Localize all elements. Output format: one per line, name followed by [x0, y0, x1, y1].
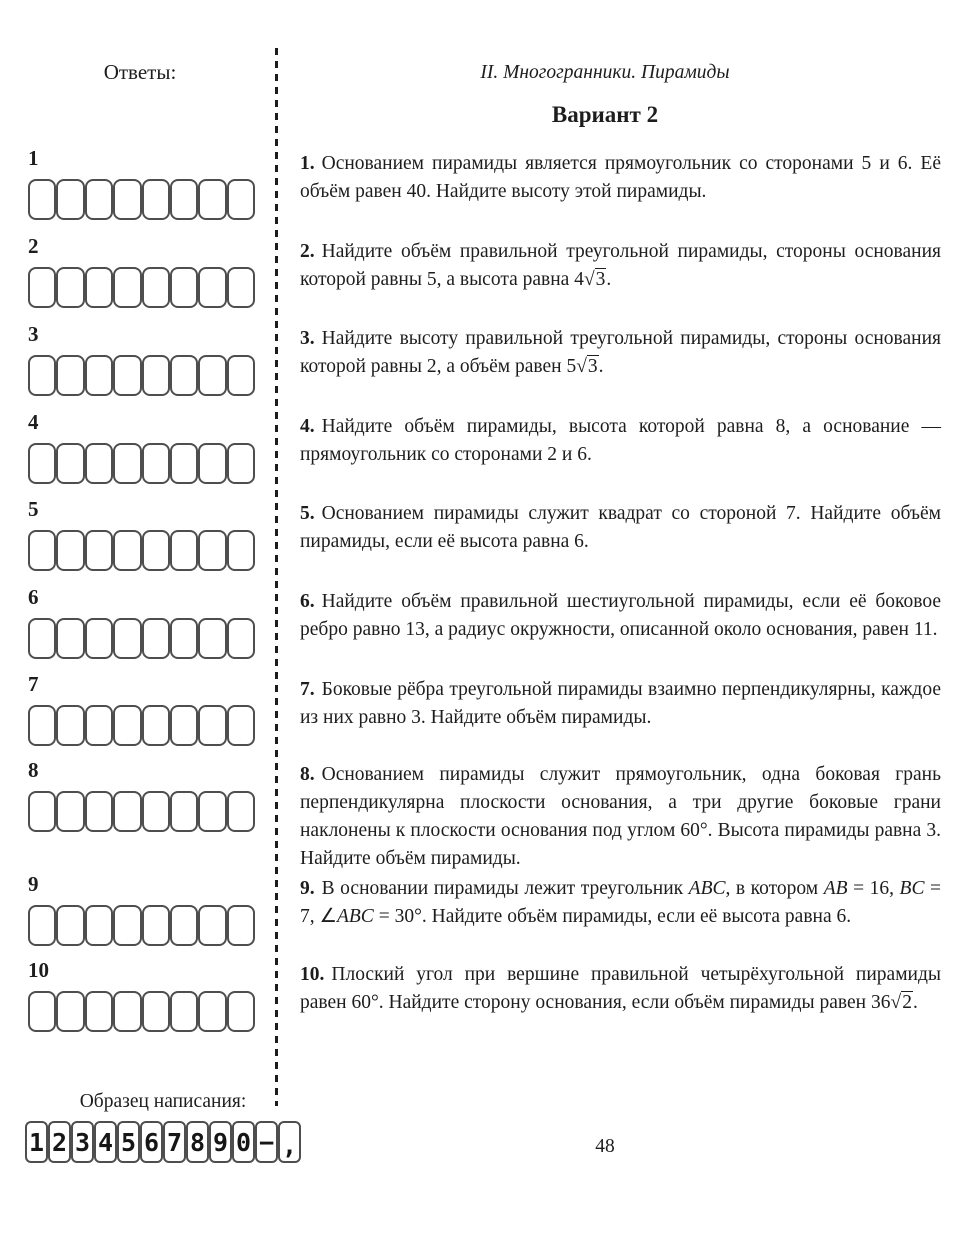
answer-row-1: [28, 146, 255, 220]
answer-boxes: [28, 618, 255, 659]
answer-row-number: 2: [28, 234, 39, 258]
answer-cell[interactable]: [28, 991, 56, 1032]
answer-cell[interactable]: [198, 991, 226, 1032]
sample-char-cell: 8: [186, 1121, 209, 1163]
answer-cell[interactable]: [113, 267, 141, 308]
problem-7: [300, 676, 941, 732]
answer-cell[interactable]: [170, 179, 198, 220]
problem-text: Основанием пирамиды является прямоугольник со сторонами 5 и 6. Её объём равен 40. Найдите высоту этой пирамиды.: [300, 153, 941, 202]
sample-char-cell: 7: [163, 1121, 186, 1163]
answer-boxes: [28, 705, 255, 746]
answer-cell[interactable]: [227, 179, 255, 220]
answer-cell[interactable]: [227, 705, 255, 746]
radicand: 3: [587, 356, 598, 377]
square-root-expression: [576, 356, 598, 377]
answer-row-number: 1: [28, 146, 39, 170]
sample-char-cell: 1: [25, 1121, 48, 1163]
answer-cell[interactable]: [56, 991, 84, 1032]
problem-text: Найдите высоту правильной треугольной пирамиды, стороны основания которой равны 2, а объём равен 5: [300, 328, 941, 377]
radicand: 3: [595, 269, 606, 290]
answer-boxes: [28, 530, 255, 571]
answer-row-number: 3: [28, 322, 39, 346]
answer-cell[interactable]: [85, 618, 113, 659]
answer-boxes: [28, 791, 255, 832]
sample-char-cell: 4: [94, 1121, 117, 1163]
math-variable: ABC: [688, 878, 726, 899]
answer-cell[interactable]: [28, 791, 56, 832]
answer-cell[interactable]: [113, 705, 141, 746]
answer-cell[interactable]: [198, 905, 226, 946]
answer-cell[interactable]: [142, 267, 170, 308]
radical-icon: √: [583, 269, 595, 290]
problem-9: [300, 875, 941, 931]
answer-cell[interactable]: [170, 618, 198, 659]
answer-cell[interactable]: [113, 443, 141, 484]
answer-cell[interactable]: [227, 618, 255, 659]
problem-number: 5.: [300, 503, 315, 524]
square-root-expression: [584, 269, 606, 290]
answer-cell[interactable]: [85, 179, 113, 220]
problem-5: [300, 500, 941, 556]
answer-cell[interactable]: [56, 179, 84, 220]
radicand: 2: [902, 992, 912, 1013]
answer-cell[interactable]: [227, 355, 255, 396]
answer-cell[interactable]: [170, 530, 198, 571]
answer-cell[interactable]: [170, 705, 198, 746]
answer-cell[interactable]: [56, 618, 84, 659]
answer-cell[interactable]: [28, 618, 56, 659]
answer-cell[interactable]: [113, 355, 141, 396]
answer-cell[interactable]: [142, 443, 170, 484]
answer-cell[interactable]: [198, 267, 226, 308]
answer-cell[interactable]: [85, 355, 113, 396]
answer-cell[interactable]: [198, 530, 226, 571]
answer-cell[interactable]: [198, 355, 226, 396]
answer-cell[interactable]: [198, 618, 226, 659]
answer-cell[interactable]: [56, 905, 84, 946]
problem-number: 9.: [300, 878, 315, 899]
answer-row-7: [28, 672, 255, 746]
problem-4: [300, 413, 941, 469]
answer-row-5: [28, 497, 255, 571]
problem-2: [300, 238, 941, 294]
answer-cell[interactable]: [28, 443, 56, 484]
problem-1: [300, 150, 941, 206]
problem-8: [300, 761, 941, 873]
radical-icon: √: [576, 356, 587, 377]
answer-cell[interactable]: [113, 618, 141, 659]
answer-row-4: [28, 410, 255, 484]
answer-row-number: 6: [28, 585, 39, 609]
answer-row-9: [28, 872, 255, 946]
answer-cell[interactable]: [227, 530, 255, 571]
answer-row-number: 7: [28, 672, 39, 696]
answer-cell[interactable]: [142, 179, 170, 220]
answer-cell[interactable]: [56, 791, 84, 832]
answer-cell[interactable]: [56, 355, 84, 396]
answer-cell[interactable]: [85, 991, 113, 1032]
sample-char-cell: ,: [278, 1121, 301, 1163]
sample-char-cell: 5: [117, 1121, 140, 1163]
answer-boxes: [28, 179, 255, 220]
problem-number: 1.: [300, 153, 315, 174]
answer-cell[interactable]: [142, 618, 170, 659]
variant-title: Вариант 2: [551, 102, 659, 127]
answer-row-number: 8: [28, 758, 39, 782]
problem-10: [300, 961, 941, 1017]
sample-writing-label: Образец написания:: [79, 1091, 247, 1112]
answer-cell[interactable]: [85, 705, 113, 746]
answer-cell[interactable]: [198, 443, 226, 484]
column-divider: [275, 48, 278, 1106]
problem-text: , в котором: [725, 878, 824, 899]
answer-boxes: [28, 355, 255, 396]
problem-number: 2.: [300, 241, 315, 262]
problem-text: .: [606, 269, 612, 290]
sample-char-cell: 2: [48, 1121, 71, 1163]
answers-title: Ответы:: [103, 60, 177, 84]
problem-text: Плоский угол при вершине правильной четырёхугольной пирамиды равен 60°. Найдите сторону основания, если объём пирамиды равен 36: [300, 964, 941, 1013]
problem-text: .: [598, 356, 604, 377]
problem-text: = 7, ∠: [300, 878, 941, 927]
answer-boxes: [28, 905, 255, 946]
answer-cell[interactable]: [142, 905, 170, 946]
answer-cell[interactable]: [113, 991, 141, 1032]
sample-char-cell: −: [255, 1121, 278, 1163]
answer-row-8: [28, 758, 255, 832]
sample-char-cell: 9: [209, 1121, 232, 1163]
answer-cell[interactable]: [56, 443, 84, 484]
problem-text: = 30°. Найдите объём пирамиды, если её высота равна 6.: [373, 906, 852, 927]
math-variable: BC: [899, 878, 925, 899]
answer-row-10: [28, 958, 255, 1032]
problem-number: 7.: [300, 679, 315, 700]
answer-cell[interactable]: [56, 705, 84, 746]
answer-row-number: 5: [28, 497, 39, 521]
problem-text: Основанием пирамиды служит прямоугольник, одна боковая грань перпендикулярна плоскости основания, а три другие боковые грани наклонены к плоскости основания под углом 60°. Высота пирамиды равна 3. Найдите объём пирамиды.: [300, 764, 941, 869]
answer-cell[interactable]: [56, 530, 84, 571]
square-root-expression: [890, 992, 912, 1013]
problem-text: = 16,: [847, 878, 900, 899]
answer-cell[interactable]: [85, 791, 113, 832]
answer-cell[interactable]: [227, 267, 255, 308]
answer-cell[interactable]: [28, 705, 56, 746]
answer-cell[interactable]: [198, 791, 226, 832]
problem-text: Боковые рёбра треугольной пирамиды взаимно перпендикулярны, каждое из них равно 3. Найдите объём пирамиды.: [300, 679, 941, 728]
problem-number: 8.: [300, 764, 315, 785]
section-title: II. Многогранники. Пирамиды: [480, 62, 730, 83]
answer-boxes: [28, 991, 255, 1032]
answer-cell[interactable]: [113, 530, 141, 571]
answer-cell[interactable]: [28, 905, 56, 946]
answer-cell[interactable]: [142, 355, 170, 396]
problem-text: Найдите объём правильной треугольной пирамиды, стороны основания которой равны 5, а высота равна 4: [300, 241, 941, 290]
math-variable: ABC: [336, 906, 374, 927]
problem-number: 10.: [300, 964, 325, 985]
answer-cell[interactable]: [142, 991, 170, 1032]
answer-cell[interactable]: [85, 267, 113, 308]
problem-number: 6.: [300, 591, 315, 612]
answer-cell[interactable]: [28, 355, 56, 396]
answer-cell[interactable]: [170, 905, 198, 946]
answer-boxes: [28, 267, 255, 308]
answer-row-number: 10: [28, 958, 49, 982]
answer-cell[interactable]: [85, 443, 113, 484]
answer-cell[interactable]: [170, 267, 198, 308]
answer-cell[interactable]: [113, 905, 141, 946]
sample-char-cell: 3: [71, 1121, 94, 1163]
answer-cell[interactable]: [170, 991, 198, 1032]
answer-row-number: 9: [28, 872, 39, 896]
answer-cell[interactable]: [85, 530, 113, 571]
answer-cell[interactable]: [85, 905, 113, 946]
answer-cell[interactable]: [113, 791, 141, 832]
problem-number: 3.: [300, 328, 315, 349]
problem-text: Основанием пирамиды служит квадрат со стороной 7. Найдите объём пирамиды, если её высота равна 6.: [300, 503, 941, 552]
answer-cell[interactable]: [198, 179, 226, 220]
answer-row-2: [28, 234, 255, 308]
answer-row-number: 4: [28, 410, 39, 434]
problem-3: [300, 325, 941, 381]
answer-cell[interactable]: [28, 267, 56, 308]
answer-boxes: [28, 443, 255, 484]
problem-text: .: [912, 992, 918, 1013]
problem-text: В основании пирамиды лежит треугольник: [321, 878, 689, 899]
sample-writing-strip: [25, 1121, 301, 1163]
math-variable: AB: [823, 878, 848, 899]
radical-icon: √: [890, 992, 902, 1013]
problem-number: 4.: [300, 416, 315, 437]
answer-cell[interactable]: [198, 705, 226, 746]
page-number: 48: [595, 1136, 615, 1157]
problem-6: [300, 588, 941, 644]
answer-cell[interactable]: [56, 267, 84, 308]
answer-cell[interactable]: [113, 179, 141, 220]
problem-text: Найдите объём правильной шестиугольной пирамиды, если её боковое ребро равно 13, а радиус окружности, описанной около основания, равен 11.: [300, 591, 941, 640]
answer-cell[interactable]: [227, 443, 255, 484]
answer-cell[interactable]: [142, 530, 170, 571]
answer-row-6: [28, 585, 255, 659]
problem-text: Найдите объём пирамиды, высота которой равна 8, а основание — прямоугольник со сторонами 2 и 6.: [300, 416, 941, 465]
answer-cell[interactable]: [227, 991, 255, 1032]
answer-cell[interactable]: [142, 705, 170, 746]
sample-char-cell: 6: [140, 1121, 163, 1163]
answer-cell[interactable]: [227, 905, 255, 946]
answer-cell[interactable]: [170, 791, 198, 832]
answer-cell[interactable]: [28, 530, 56, 571]
answer-cell[interactable]: [28, 179, 56, 220]
answer-cell[interactable]: [142, 791, 170, 832]
sample-char-cell: 0: [232, 1121, 255, 1163]
answer-cell[interactable]: [170, 443, 198, 484]
answer-cell[interactable]: [170, 355, 198, 396]
answer-row-3: [28, 322, 255, 396]
answer-cell[interactable]: [227, 791, 255, 832]
